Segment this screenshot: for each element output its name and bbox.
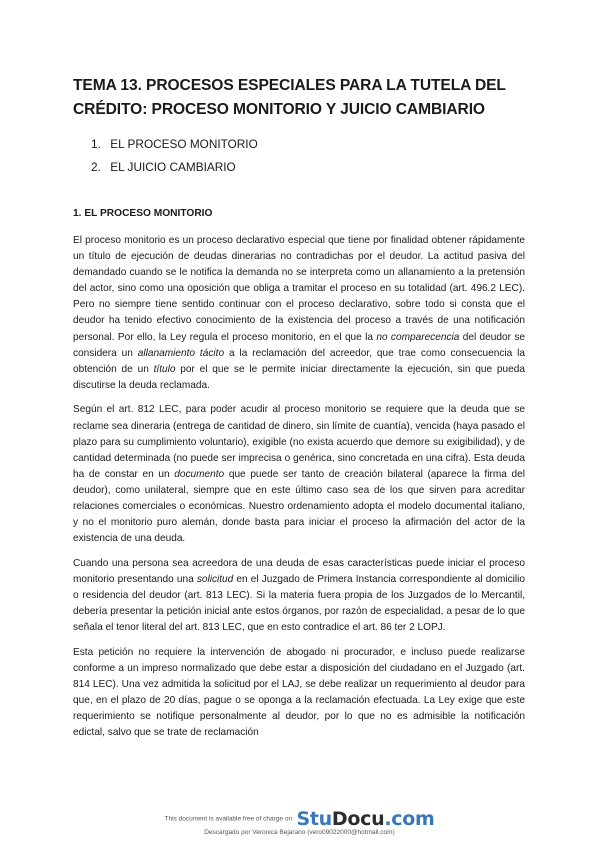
emphasized-text: título [153,363,176,375]
logo-part-docu: Docu [331,808,385,830]
toc-item [91,133,258,156]
footer-download-notice: Descargado por Veronica Bejarano (vero09022000@hotmail.com) [204,829,395,836]
toc-item-label: EL JUICIO CAMBIARIO [110,160,236,174]
toc-item-number: 2. [91,160,101,174]
logo-part-stu: Stu [296,808,332,830]
footer-available-text: This document is available free of charge on [164,815,293,823]
emphasized-text: solicitud [196,573,234,585]
paragraph-text: que puede ser tanto de creación bilateral (aparece la firma del deudor), como unilateral, siempre que en este último caso sea de los que sirven para acreditar relaciones comerciales o económicas. Nuestro ordenamiento adopta el modelo documental italiano, y no el monitorio puro alemán, donde basta para iniciar el proceso la afirmación del actor de la existencia de una deuda. [73,468,525,545]
paragraph-text: del deudor se considera un [73,331,525,359]
paragraph-text: Cuando una persona sea acreedora de una deuda de esas características puede iniciar el proceso monitorio presentando una [73,557,525,585]
emphasized-text: allanamiento tácito [137,347,225,359]
document-title: TEMA 13. PROCESOS ESPECIALES PARA LA TUTELA DEL CRÉDITO: PROCESO MONITORIO Y JUICIO CAMBIARIO [73,77,506,118]
body-paragraph [73,645,525,742]
emphasized-text: documento [174,468,225,480]
body-paragraph [73,556,525,636]
footer-availability [0,808,599,830]
body-text [73,233,525,750]
paragraph-text: por el que se le permite iniciar directamente la ejecución, sin que pueda discutirse la deuda reclamada. [73,363,525,391]
section-heading: 1. EL PROCESO MONITORIO [73,208,213,219]
toc-item-label: EL PROCESO MONITORIO [110,137,258,151]
paragraph-text: en el Juzgado de Primera Instancia correspondiente al domicilio o residencia del deudor (art. 813 LEC). Si la materia fuera propia de los Juzgados de lo Mercantil, debería presentar la petición inicial ante estos órganos, por razón de especialidad, a pesar de lo que señala el tenor literal del art. 813 LEC, que en esto contradice el art. 86 ter 2 LOPJ. [73,573,525,634]
toc-item-number: 1. [91,137,101,151]
paragraph-text: El proceso monitorio es un proceso declarativo especial que tiene por finalidad obtener rápidamente un título de ejecución de deudas dinerarias no contradichas por el deudor. La actitud pasiva del demandado cuando se le notifica la demanda no se interpreta como un allanamiento a la pretensión del actor, sino como una oposición que obliga a tramitar el proceso en su totalidad (art. 496.2 LEC). Pero no siempre tiene sentido continuar con el proceso declarativo, sobre todo si consta que el deudor ha tenido efectivo conocimiento de la existencia del proceso a través de una notificación personal. Por ello, la Ley regula el proceso monitorio, en el que la [73,235,525,343]
logo-part-com: .com [384,808,435,830]
table-of-contents [91,133,258,179]
toc-item [91,156,258,179]
paragraph-text: a la reclamación del acreedor, que trae como consecuencia la obtención de un [73,347,525,375]
paragraph-text: Según el art. 812 LEC, para poder acudir al proceso monitorio se requiere que la deuda que se reclame sea dineraria (entrega de cantidad de dinero, sin límite de cuantía), vencida (haya pasado el plazo para su cumplimiento voluntario), exigible (no exista acuerdo que demore su exigibilidad), y de cantidad determinada (no puede ser imprecisa o genérica, sino concretada en una cifra). Esta deuda ha de constar en un [73,404,525,480]
paragraph-text: Esta petición no requiere la intervención de abogado ni procurador, e incluso puede realizarse conforme a un impreso normalizado que debe estar a disposición del ciudadano en el Juzgado (art. 814 LEC). Una vez admitida la solicitud por el LAJ, se debe realizar un requerimiento al deudor para que, en el plazo de 20 días, pague o se oponga a la reclamación efectuada. La Ley exige que este requerimiento se notifique personalmente al deudor, por lo que no es admisible la notificación edictal, salvo que se trate de reclamación [73,646,525,739]
emphasized-text: no comparecencia [376,331,460,343]
body-paragraph [73,402,525,547]
studocu-logo[interactable] [297,808,435,830]
body-paragraph [73,233,525,394]
